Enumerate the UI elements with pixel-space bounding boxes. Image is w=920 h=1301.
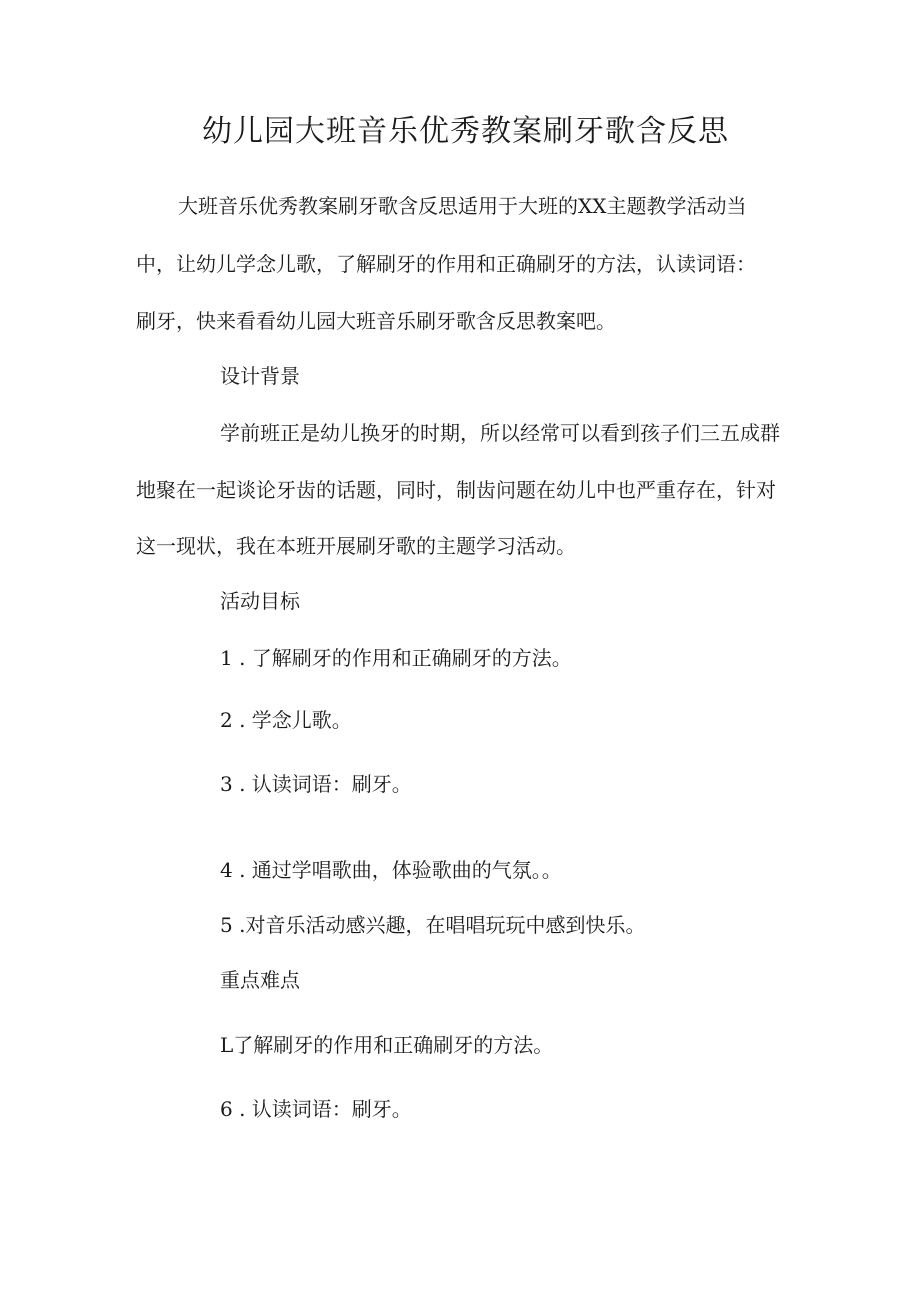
section-heading-background: 设计背景: [220, 364, 300, 388]
goal-item-2: 2 . 学念儿歌。: [220, 708, 352, 732]
goal-item-5: 5 .对音乐活动感兴趣，在唱唱玩玩中感到快乐。: [220, 913, 646, 937]
section-heading-key-points: 重点难点: [220, 968, 300, 992]
intro-line-2: 中，让幼儿学念儿歌，了解刷牙的作用和正确刷牙的方法，认读词语：: [136, 252, 756, 276]
background-line-1: 学前班正是幼儿换牙的时期，所以经常可以看到孩子们三五成群: [220, 421, 780, 445]
goal-item-1: 1 . 了解刷牙的作用和正确刷牙的方法。: [220, 646, 572, 670]
background-line-3: 这一现状，我在本班开展刷牙歌的主题学习活动。: [136, 534, 576, 558]
goal-item-3: 3 . 认读词语：刷牙。: [220, 772, 412, 796]
background-line-2: 地聚在一起谈论牙齿的话题，同时，制齿问题在幼儿中也严重存在，针对: [136, 478, 776, 502]
key-point-item-2: 6 . 认读词语：刷牙。: [220, 1097, 412, 1121]
intro-line-1: 大班音乐优秀教案刷牙歌含反思适用于大班的XX主题教学活动当: [178, 194, 747, 218]
goal-item-4: 4 . 通过学唱歌曲，体验歌曲的气氛。。: [220, 858, 562, 882]
key-point-item-1: L了解刷牙的作用和正确刷牙的方法。: [220, 1033, 554, 1057]
section-heading-goals: 活动目标: [220, 589, 300, 613]
document-title: 幼儿园大班音乐优秀教案刷牙歌含反思: [202, 114, 729, 149]
intro-line-3: 刷牙，快来看看幼儿园大班音乐刷牙歌含反思教案吧。: [136, 309, 616, 333]
